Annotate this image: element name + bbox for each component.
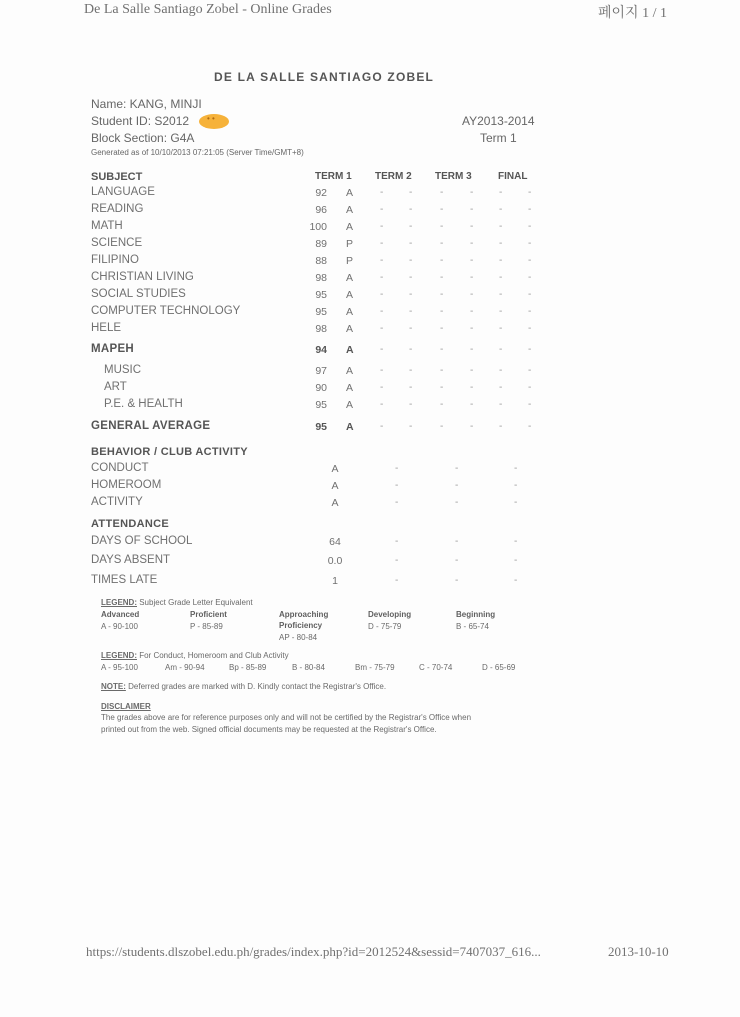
legend-subject-label: LEGEND: — [101, 598, 137, 607]
empty-grade-dash: - — [499, 306, 503, 317]
empty-grade-dash: - — [470, 421, 474, 432]
empty-grade-dash: - — [440, 221, 444, 232]
term1-grade: 90 — [315, 382, 327, 394]
empty-grade-dash: - — [470, 344, 474, 355]
term1-letter: A — [346, 289, 354, 301]
legend-advanced-range: A - 90-100 — [101, 622, 138, 631]
empty-grade-dash: - — [528, 255, 532, 266]
subject-label: SCIENCE — [91, 237, 143, 249]
legend-developing-range: D - 75-79 — [368, 622, 402, 631]
empty-grade-dash: - — [470, 221, 474, 232]
subject-label: GENERAL AVERAGE — [91, 420, 211, 432]
empty-grade-dash: - — [440, 289, 444, 300]
empty-grade-dash: - — [440, 255, 444, 266]
term1-grade: 95 — [315, 306, 327, 318]
print-header-page: 페이지 1 / 1 — [598, 6, 667, 21]
empty-value-dash: - — [395, 463, 399, 474]
empty-grade-dash: - — [470, 306, 474, 317]
legend-approaching-head: Approaching — [279, 610, 329, 619]
legend-conduct-d: D - 65-69 — [482, 663, 516, 672]
empty-grade-dash: - — [470, 289, 474, 300]
empty-grade-dash: - — [528, 344, 532, 355]
term1-letter: A — [346, 421, 354, 433]
empty-grade-dash: - — [499, 289, 503, 300]
empty-grade-dash: - — [380, 238, 384, 249]
term1-letter: A — [346, 382, 354, 394]
empty-grade-dash: - — [409, 399, 413, 410]
legend-advanced-head: Advanced — [101, 610, 140, 619]
col-final: FINAL — [498, 171, 528, 182]
behavior-title: BEHAVIOR / CLUB ACTIVITY — [91, 446, 248, 458]
student-name: Name: KANG, MINJI — [91, 97, 202, 111]
disclaimer-label: DISCLAIMER — [101, 702, 151, 711]
empty-grade-dash: - — [499, 382, 503, 393]
term1-value: 0.0 — [327, 555, 343, 567]
subject-label: READING — [91, 203, 144, 215]
row-label: DAYS OF SCHOOL — [91, 535, 193, 547]
student-id: Student ID: S2012 — [91, 114, 190, 128]
empty-grade-dash: - — [528, 289, 532, 300]
legend-conduct-bp: Bp - 85-89 — [229, 663, 267, 672]
empty-grade-dash: - — [440, 187, 444, 198]
subject-label: LANGUAGE — [91, 186, 155, 198]
empty-grade-dash: - — [440, 323, 444, 334]
empty-grade-dash: - — [440, 399, 444, 410]
subject-label: MATH — [91, 220, 123, 232]
row-label: DAYS ABSENT — [91, 554, 171, 566]
empty-grade-dash: - — [380, 255, 384, 266]
empty-grade-dash: - — [380, 421, 384, 432]
empty-grade-dash: - — [440, 238, 444, 249]
col-term1: TERM 1 — [315, 171, 352, 182]
legend-proficient-range: P - 85-89 — [190, 622, 223, 631]
empty-grade-dash: - — [470, 238, 474, 249]
empty-grade-dash: - — [528, 365, 532, 376]
term1-grade: 95 — [315, 399, 327, 411]
empty-value-dash: - — [455, 536, 459, 547]
col-term3: TERM 3 — [435, 171, 472, 182]
empty-grade-dash: - — [409, 306, 413, 317]
empty-grade-dash: - — [380, 365, 384, 376]
deferred-note — [101, 682, 386, 691]
empty-value-dash: - — [514, 480, 518, 491]
subject-label: HELE — [91, 322, 122, 334]
empty-value-dash: - — [455, 555, 459, 566]
empty-grade-dash: - — [380, 306, 384, 317]
empty-grade-dash: - — [409, 221, 413, 232]
print-footer-date: 2013-10-10 — [608, 944, 669, 959]
empty-value-dash: - — [514, 555, 518, 566]
empty-grade-dash: - — [409, 289, 413, 300]
empty-grade-dash: - — [380, 323, 384, 334]
empty-grade-dash: - — [440, 204, 444, 215]
empty-value-dash: - — [455, 463, 459, 474]
empty-grade-dash: - — [409, 344, 413, 355]
subject-label: ART — [104, 381, 127, 393]
legend-conduct-bm: Bm - 75-79 — [355, 663, 395, 672]
row-label: TIMES LATE — [91, 574, 158, 586]
empty-value-dash: - — [514, 497, 518, 508]
term1-letter: A — [346, 187, 354, 199]
empty-grade-dash: - — [380, 399, 384, 410]
subject-label: COMPUTER TECHNOLOGY — [91, 305, 241, 317]
col-term2: TERM 2 — [375, 171, 412, 182]
term1-value: 64 — [329, 536, 341, 548]
legend-conduct — [101, 651, 289, 660]
legend-beginning-head: Beginning — [456, 610, 496, 619]
print-header-title: De La Salle Santiago Zobel - Online Grades — [84, 2, 332, 17]
empty-grade-dash: - — [440, 344, 444, 355]
term1-grade: 92 — [315, 187, 327, 199]
legend-subject-text: Subject Grade Letter Equivalent — [137, 598, 253, 607]
subject-label: MUSIC — [104, 364, 142, 376]
empty-grade-dash: - — [380, 221, 384, 232]
legend-subject — [101, 598, 253, 607]
empty-grade-dash: - — [528, 323, 532, 334]
empty-grade-dash: - — [470, 365, 474, 376]
empty-grade-dash: - — [440, 272, 444, 283]
term1-letter: P — [346, 238, 354, 250]
empty-grade-dash: - — [499, 272, 503, 283]
term1-value: 1 — [332, 575, 338, 587]
empty-grade-dash: - — [499, 187, 503, 198]
empty-grade-dash: - — [409, 204, 413, 215]
empty-grade-dash: - — [380, 382, 384, 393]
term1-grade: 95 — [315, 289, 327, 301]
subject-label: CHRISTIAN LIVING — [91, 271, 194, 283]
empty-grade-dash: - — [409, 382, 413, 393]
empty-value-dash: - — [395, 536, 399, 547]
term-label: Term 1 — [480, 131, 517, 145]
empty-grade-dash: - — [499, 323, 503, 334]
empty-grade-dash: - — [528, 187, 532, 198]
empty-grade-dash: - — [528, 382, 532, 393]
term1-letter: A — [346, 306, 354, 318]
legend-beginning-range: B - 65-74 — [456, 622, 489, 631]
empty-value-dash: - — [514, 575, 518, 586]
term1-grade: 96 — [315, 204, 327, 216]
empty-value-dash: - — [395, 480, 399, 491]
empty-grade-dash: - — [470, 255, 474, 266]
empty-grade-dash: - — [380, 187, 384, 198]
term1-grade: 94 — [315, 344, 327, 356]
empty-grade-dash: - — [409, 255, 413, 266]
empty-grade-dash: - — [409, 365, 413, 376]
row-label: CONDUCT — [91, 462, 149, 474]
row-label: ACTIVITY — [91, 496, 143, 508]
empty-value-dash: - — [455, 575, 459, 586]
term1-letter: A — [346, 204, 354, 216]
empty-grade-dash: - — [409, 272, 413, 283]
empty-grade-dash: - — [380, 204, 384, 215]
legend-approaching-head2: Proficiency — [279, 621, 323, 630]
empty-grade-dash: - — [528, 221, 532, 232]
term1-letter: A — [346, 399, 354, 411]
note-label: NOTE: — [101, 682, 126, 691]
term1-letter: A — [346, 344, 354, 356]
legend-conduct-label: LEGEND: — [101, 651, 137, 660]
term1-grade: 97 — [315, 365, 327, 377]
academic-year: AY2013-2014 — [462, 114, 535, 128]
term1-grade: 100 — [309, 221, 327, 233]
empty-value-dash: - — [395, 575, 399, 586]
empty-grade-dash: - — [470, 399, 474, 410]
empty-grade-dash: - — [499, 204, 503, 215]
term1-letter: A — [346, 272, 354, 284]
redaction-sticker-icon — [199, 114, 229, 129]
term1-value: A — [331, 497, 339, 509]
term1-letter: A — [346, 365, 354, 377]
term1-grade: 95 — [315, 421, 327, 433]
empty-grade-dash: - — [470, 382, 474, 393]
empty-grade-dash: - — [528, 238, 532, 249]
empty-grade-dash: - — [528, 204, 532, 215]
print-footer-url: https://students.dlszobel.edu.ph/grades/index.php?id=2012524&sessid=7407037_616... — [86, 944, 541, 959]
term1-letter: A — [346, 323, 354, 335]
legend-developing-head: Developing — [368, 610, 412, 619]
empty-grade-dash: - — [528, 399, 532, 410]
note-text: Deferred grades are marked with D. Kindly contact the Registrar's Office. — [125, 682, 387, 691]
legend-conduct-c: C - 70-74 — [419, 663, 453, 672]
disclaimer-line2: printed out from the web. Signed official documents may be requested at the Registrar's Office. — [101, 725, 437, 734]
subject-label: MAPEH — [91, 343, 135, 355]
empty-grade-dash: - — [409, 187, 413, 198]
term1-value: A — [331, 480, 339, 492]
empty-grade-dash: - — [528, 306, 532, 317]
empty-grade-dash: - — [409, 238, 413, 249]
empty-grade-dash: - — [440, 421, 444, 432]
empty-value-dash: - — [395, 555, 399, 566]
empty-grade-dash: - — [499, 399, 503, 410]
term1-letter: P — [346, 255, 354, 267]
empty-grade-dash: - — [409, 323, 413, 334]
disclaimer-line1: The grades above are for reference purposes only and will not be certified by the Registrar's Office when — [101, 713, 472, 722]
row-label: HOMEROOM — [91, 479, 162, 491]
legend-conduct-text: For Conduct, Homeroom and Club Activity — [137, 651, 289, 660]
subject-label: P.E. & HEALTH — [104, 398, 183, 410]
empty-grade-dash: - — [470, 323, 474, 334]
term1-grade: 98 — [315, 323, 327, 335]
legend-approaching-range: AP - 80-84 — [279, 633, 318, 642]
legend-conduct-am: Am - 90-94 — [165, 663, 205, 672]
empty-grade-dash: - — [499, 255, 503, 266]
empty-grade-dash: - — [470, 187, 474, 198]
empty-grade-dash: - — [470, 204, 474, 215]
school-title: DE LA SALLE SANTIAGO ZOBEL — [214, 70, 435, 84]
term1-grade: 98 — [315, 272, 327, 284]
empty-grade-dash: - — [499, 421, 503, 432]
empty-grade-dash: - — [499, 344, 503, 355]
empty-grade-dash: - — [470, 272, 474, 283]
legend-conduct-a: A - 95-100 — [101, 663, 138, 672]
empty-value-dash: - — [514, 536, 518, 547]
empty-grade-dash: - — [499, 238, 503, 249]
empty-grade-dash: - — [528, 272, 532, 283]
subject-label: FILIPINO — [91, 254, 139, 266]
block-section: Block Section: G4A — [91, 131, 195, 145]
legend-proficient-head: Proficient — [190, 610, 227, 619]
empty-grade-dash: - — [440, 306, 444, 317]
empty-grade-dash: - — [528, 421, 532, 432]
empty-grade-dash: - — [380, 344, 384, 355]
term1-letter: A — [346, 221, 354, 233]
generated-timestamp: Generated as of 10/10/2013 07:21:05 (Server Time/GMT+8) — [91, 148, 304, 157]
empty-grade-dash: - — [409, 421, 413, 432]
empty-value-dash: - — [395, 497, 399, 508]
empty-grade-dash: - — [440, 365, 444, 376]
empty-grade-dash: - — [380, 289, 384, 300]
empty-grade-dash: - — [499, 221, 503, 232]
empty-value-dash: - — [455, 497, 459, 508]
subject-label: SOCIAL STUDIES — [91, 288, 186, 300]
empty-grade-dash: - — [380, 272, 384, 283]
attendance-title: ATTENDANCE — [91, 518, 169, 530]
term1-grade: 88 — [315, 255, 327, 267]
col-subject: SUBJECT — [91, 171, 143, 183]
empty-grade-dash: - — [499, 365, 503, 376]
term1-grade: 89 — [315, 238, 327, 250]
empty-value-dash: - — [455, 480, 459, 491]
empty-value-dash: - — [514, 463, 518, 474]
term1-value: A — [331, 463, 339, 475]
empty-grade-dash: - — [440, 382, 444, 393]
legend-conduct-b: B - 80-84 — [292, 663, 325, 672]
